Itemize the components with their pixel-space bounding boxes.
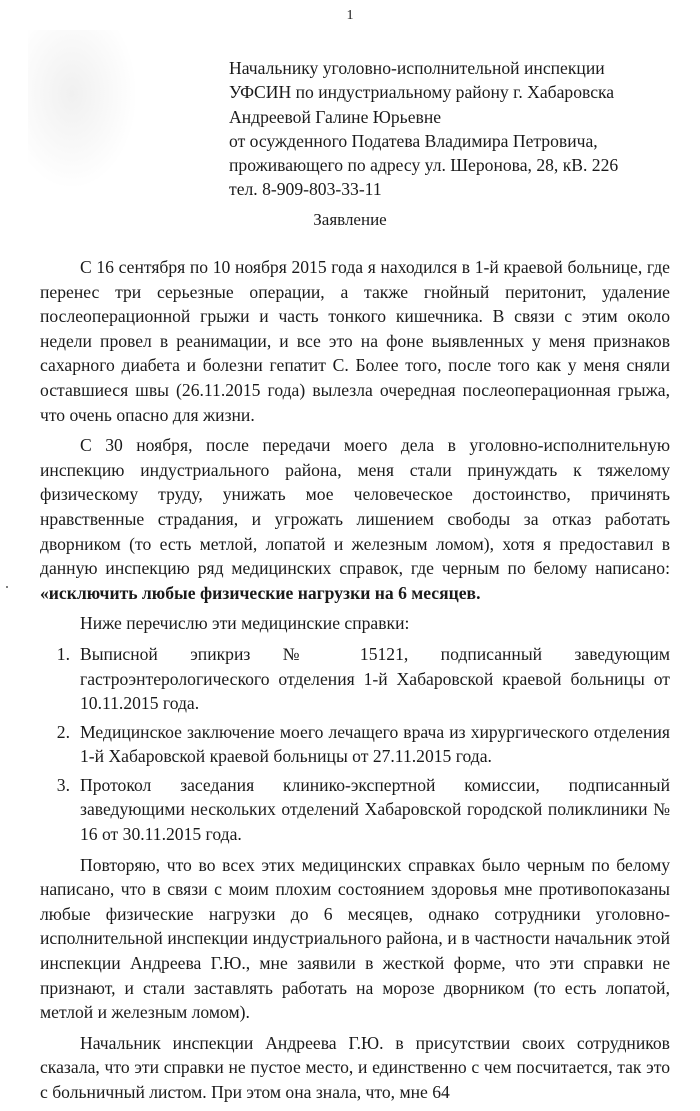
certificate-list: [40, 642, 670, 847]
addressee-line: Андреевой Галине Юрьевне: [229, 106, 442, 127]
list-number: 1.: [56, 643, 70, 664]
document-body: [40, 255, 670, 1111]
paragraph: Повторяю, что во всех этих медицинских справках было черным по белому написано, что в связи с моим плохим состоянием здоровья мне противопоказаны любые физические нагрузки до 6 месяцев, однако сотрудники уголовно-исполнительной инспекции индустриального района, и в частности начальник этой инспекции Андреева Г.Ю., мне заявили в жесткой форме, что эти справки не признают, и стали заставлять работать на морозе дворником (то есть лопатой, метлой и железным ломом).: [40, 854, 670, 1023]
stamp-mark: [28, 30, 138, 190]
emphasis-text: «исключить любые физические нагрузки на 6 месяцев.: [40, 582, 481, 603]
paragraph: С 16 сентября по 10 ноября 2015 года я находился в 1-й краевой больнице, где перенес три серьезные операции, а также гнойный перитонит, удаление послеоперационной грыжи и часть тонкого кишечника. В связи с этим около недели провел в реанимации, и все это на фоне выявленных у меня признаков сахарного диабета и болезни гепатит С. Более того, после того как у меня сняли оставшиеся швы (26.11.2015 года) вылезла очередная послеоперационная грыжа, что очень опасно для жизни.: [40, 257, 670, 425]
list-item: [40, 642, 670, 716]
paragraph-text: С 30 ноября, после передачи моего дела в уголовно-исполнительную инспекцию индустриального района, меня стали принуждать к тяжелому физическому труду, унижать мое человеческое достоинство, причинять нравственные страдания, и угрожать лишением свободы за отказ работать дворником (то есть метлой, лопатой и железным ломом), хотя я предоставил в данную инспекцию ряд медицинских справок, где черным по белому написано:: [40, 435, 670, 579]
list-text: Протокол заседания клинико-экспертной комиссии, подписанный заведующими нескольких отделений Хабаровской городской поликлиники № 16 от 30.11.2015 года.: [80, 774, 670, 845]
page-number: 1: [346, 8, 354, 23]
addressee-line: тел. 8-909-803-33-11: [229, 179, 382, 200]
addressee-line: УФСИН по индустриальному району г. Хабаровска: [229, 82, 615, 103]
list-text: Медицинское заключение моего лечащего врача из хирургического отделения 1-й Хабаровской краевой больницы от 27.11.2015 года.: [80, 721, 670, 767]
scan-speck: [6, 586, 8, 588]
paragraph: [40, 433, 670, 605]
addressee-line: от осужденного Податева Владимира Петровича,: [229, 130, 598, 151]
addressee-line: Начальнику уголовно-исполнительной инспекции: [229, 58, 605, 78]
list-item: [40, 720, 670, 769]
list-text: Выписной эпикриз № 15121, подписанный заведующим гастроэнтерологического отделения 1-й Хабаровской краевой больницы от 10.11.2015 года.: [80, 643, 670, 714]
list-item: [40, 773, 670, 847]
document-title: Заявление: [313, 210, 387, 229]
list-number: 2.: [56, 721, 70, 742]
paragraph: Начальник инспекции Андреева Г.Ю. в присутствии своих сотрудников сказала, что эти справки не пустое место, и единственно с чем посчитается, так это с больничный листом. При этом она знала, что, мне 64: [40, 1032, 670, 1102]
addressee-block: [229, 56, 674, 202]
paragraph: Ниже перечислю эти медицинские справки:: [80, 613, 410, 634]
list-number: 3.: [56, 774, 70, 795]
addressee-line: проживающего по адресу ул. Шеронова, 28, кВ. 226: [229, 155, 619, 176]
